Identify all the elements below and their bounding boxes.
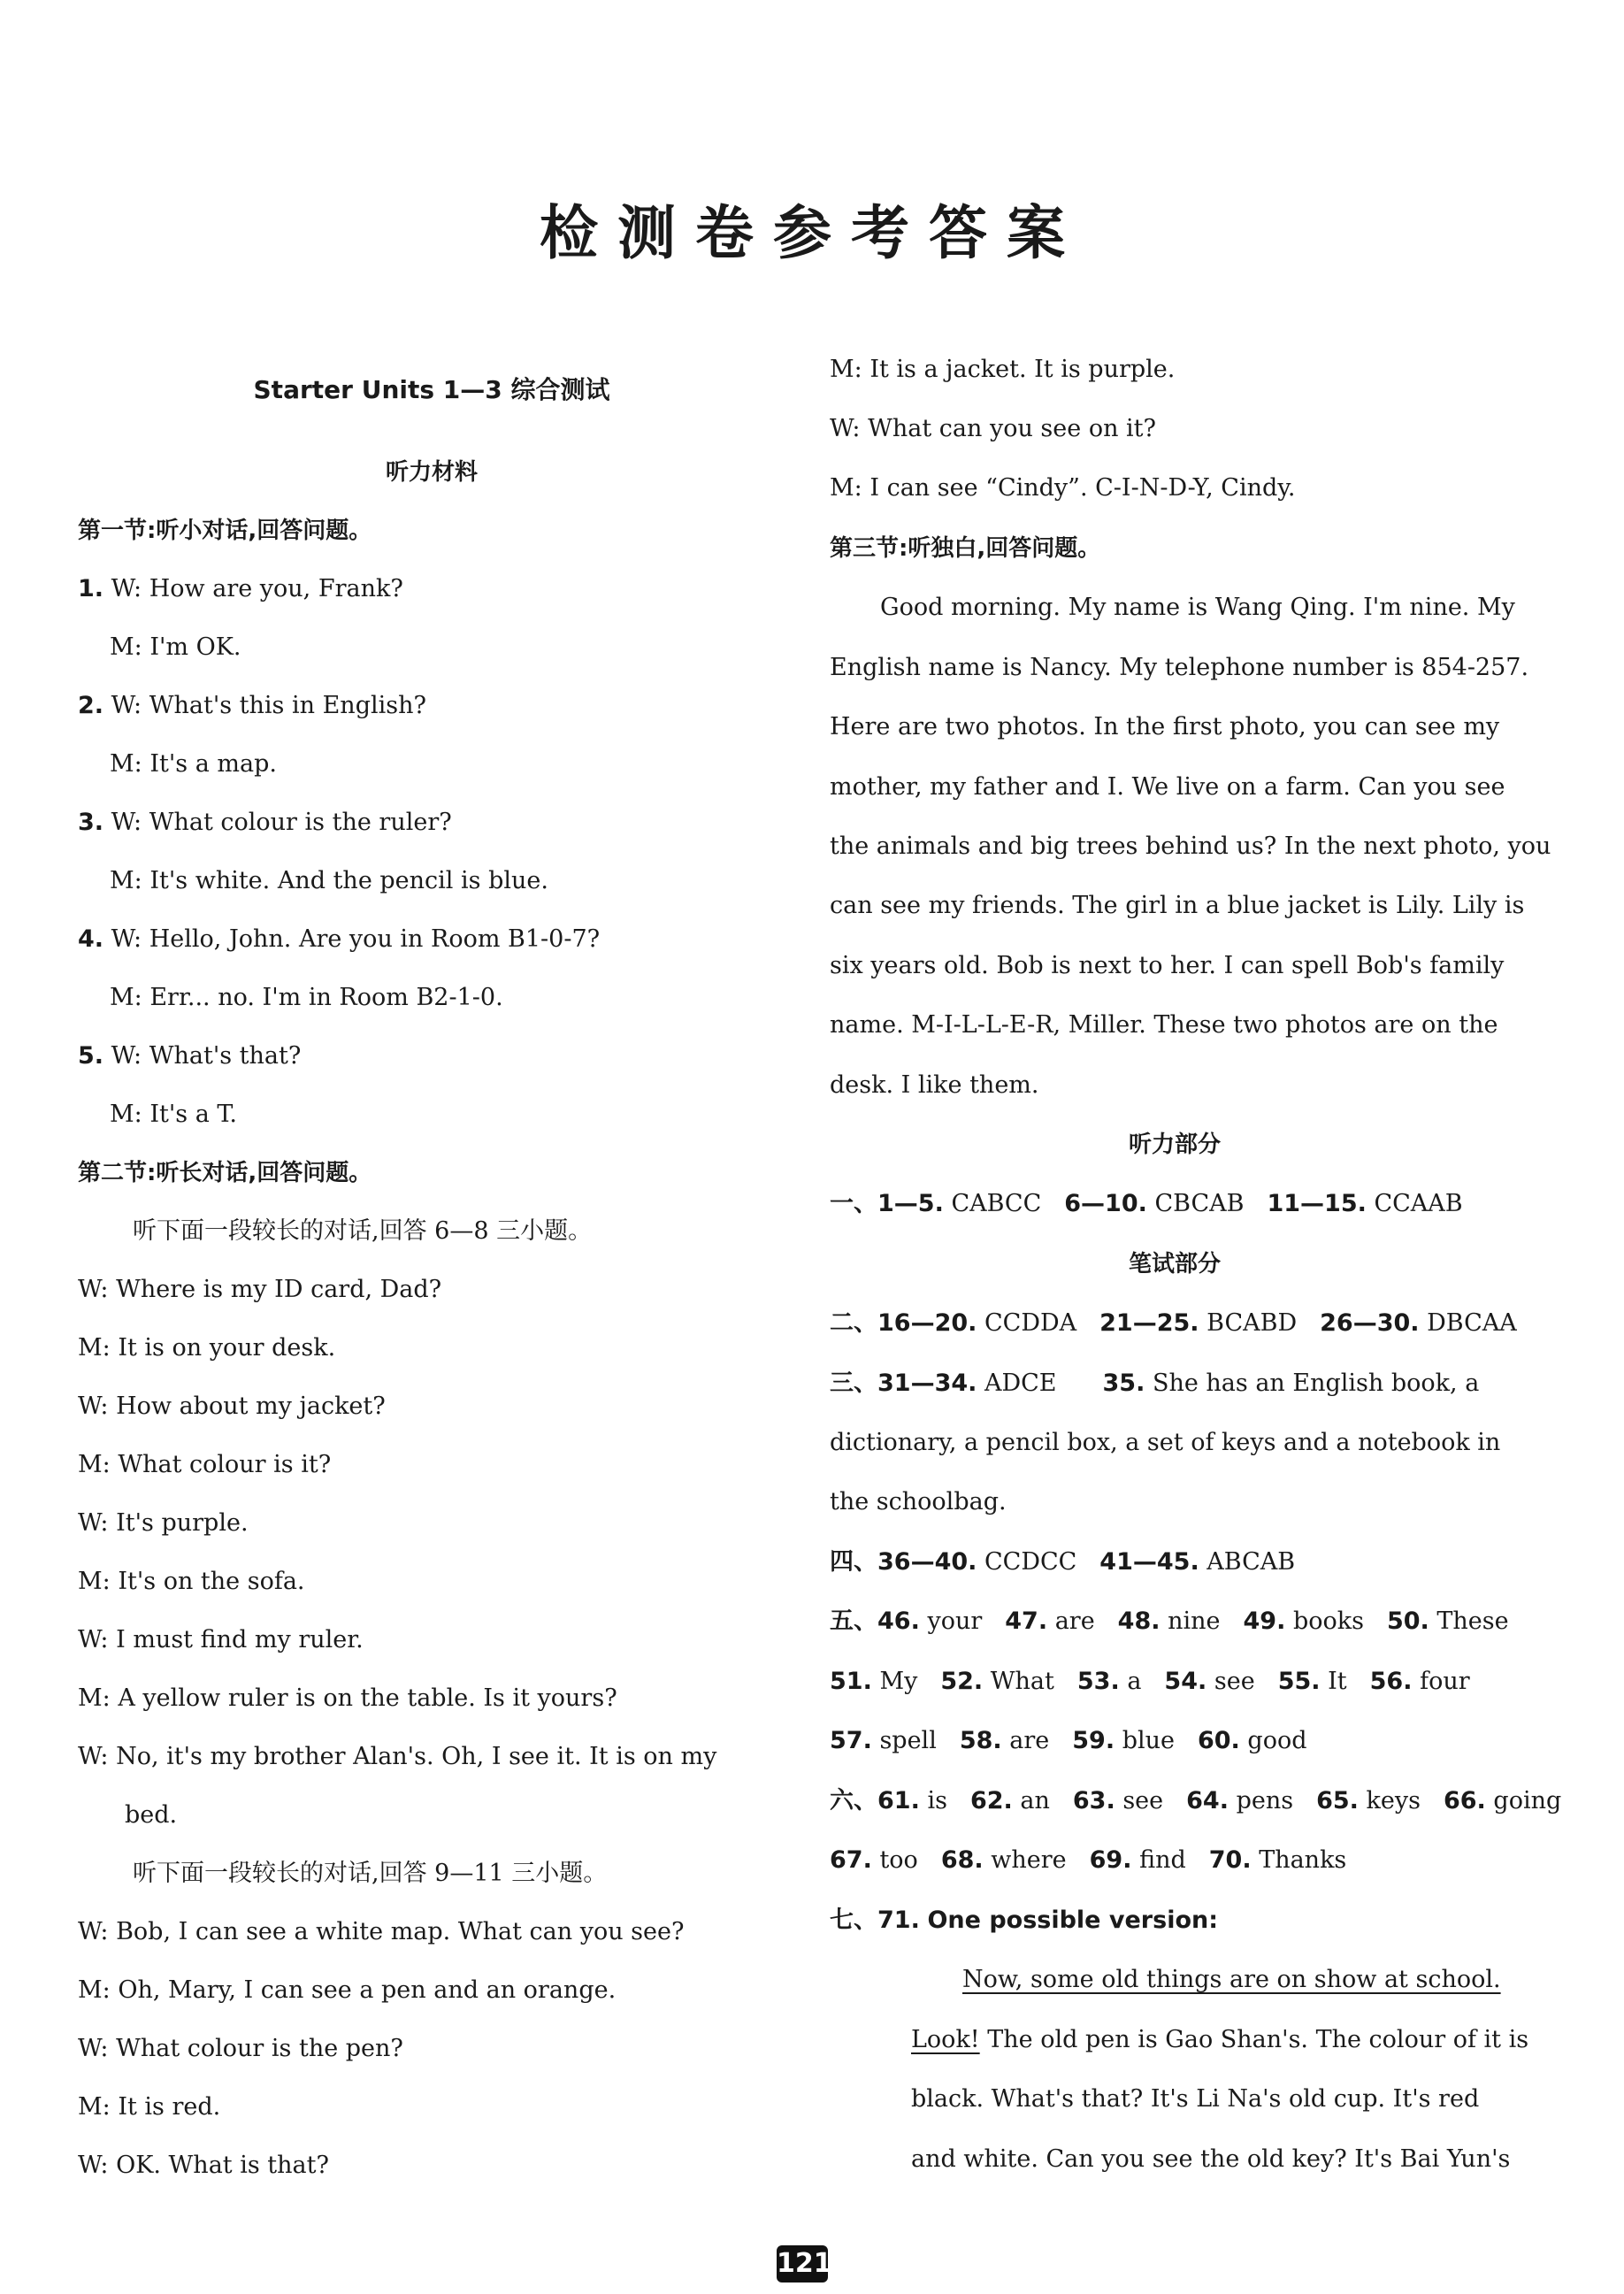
q2-m: M: It's a map. <box>110 750 277 778</box>
written-part-heading: 笔试部分 <box>1128 1251 1221 1277</box>
answers-section-3: 三、31—34. ADCE 35. She has an English book, a <box>830 1369 1480 1397</box>
dialog2-intro: 听下面一段较长的对话,回答 9—11 三小题。 <box>133 1860 608 1887</box>
dialog-line: W: What colour is the pen? <box>78 2035 403 2062</box>
essay-line: Now, some old things are on show at school. <box>962 1966 1501 1993</box>
section-title: Starter Units 1—3 综合测试 <box>253 375 610 404</box>
dialog-line: M: It's on the sofa. <box>78 1568 305 1595</box>
answers-section-4: 四、36—40. CCDCC 41—45. ABCAB <box>830 1548 1296 1576</box>
page-number: 121 <box>777 2245 828 2282</box>
dialog-line: M: Oh, Mary, I can see a pen and an orange. <box>78 1976 617 2004</box>
answers-section-3-line2: dictionary, a pencil box, a set of keys and a notebook in <box>830 1429 1501 1456</box>
monologue-line: six years old. Bob is next to her. I can spell Bob's family <box>830 952 1505 979</box>
dialog-line: W: Where is my ID card, Dad? <box>78 1276 442 1303</box>
q3-w: 3. W: What colour is the ruler? <box>78 809 452 836</box>
listening-material-heading: 听力材料 <box>385 459 478 486</box>
q1-w: 1. W: How are you, Frank? <box>78 575 403 602</box>
dialog-line: W: Bob, I can see a white map. What can you see? <box>78 1918 685 1945</box>
q5-w: 5. W: What's that? <box>78 1042 302 1070</box>
dialog-line: bed. <box>125 1801 178 1829</box>
dialog-line: M: It is a jacket. It is purple. <box>830 356 1176 383</box>
dialog-line: W: It's purple. <box>78 1509 249 1537</box>
dialog-line: M: A yellow ruler is on the table. Is it yours? <box>78 1684 617 1712</box>
part1-heading: 第一节:听小对话,回答问题。 <box>78 518 372 544</box>
dialog-line: M: It is on your desk. <box>78 1334 336 1362</box>
q1-m: M: I'm OK. <box>110 633 241 661</box>
answers-section-6-row1: 六、61. is 62. an 63. see 64. pens 65. keys 66. going <box>830 1787 1562 1814</box>
dialog-line: M: What colour is it? <box>78 1451 332 1478</box>
monologue-line: English name is Nancy. My telephone number is 854-257. <box>830 654 1529 681</box>
dialog-line: M: It is red. <box>78 2093 221 2121</box>
dialog-line: W: What can you see on it? <box>830 415 1157 442</box>
essay-line: and white. Can you see the old key? It's Bai Yun's <box>911 2145 1511 2173</box>
answers-section-5-row3: 57. spell 58. are 59. blue 60. good <box>830 1727 1307 1754</box>
q5-m: M: It's a T. <box>110 1101 238 1128</box>
part3-heading: 第三节:听独白,回答问题。 <box>830 535 1101 562</box>
monologue-line: name. M-I-L-L-E-R, Miller. These two photos are on the <box>830 1011 1498 1039</box>
monologue-line: desk. I like them. <box>830 1071 1039 1099</box>
q4-m: M: Err... no. I'm in Room B2-1-0. <box>110 984 503 1011</box>
q2-w: 2. W: What's this in English? <box>78 692 426 719</box>
essay-line: Look! The old pen is Gao Shan's. The colour of it is <box>911 2026 1529 2053</box>
answers-section-5-row2: 51. My 52. What 53. a 54. see 55. It 56. four <box>830 1668 1470 1695</box>
dialog-line: W: I must find my ruler. <box>78 1626 364 1653</box>
answers-section-7: 七、71. One possible version: <box>830 1907 1219 1934</box>
answers-section-1: 一、1—5. CABCC 6—10. CBCAB 11—15. CCAAB <box>830 1190 1463 1217</box>
dialog-line: M: I can see “Cindy”. C-I-N-D-Y, Cindy. <box>830 474 1296 502</box>
monologue-line: Here are two photos. In the first photo, you can see my <box>830 713 1500 740</box>
page-title: 检测卷参考答案 <box>540 199 1084 267</box>
monologue-line: Good morning. My name is Wang Qing. I'm nine. My <box>880 594 1515 621</box>
part2-heading: 第二节:听长对话,回答问题。 <box>78 1160 372 1186</box>
essay-line: black. What's that? It's Li Na's old cup. It's red <box>911 2085 1480 2113</box>
monologue-line: the animals and big trees behind us? In the next photo, you <box>830 832 1551 860</box>
q4-w: 4. W: Hello, John. Are you in Room B1-0-7? <box>78 925 601 953</box>
answers-section-5-row1: 五、46. your 47. are 48. nine 49. books 50. These <box>830 1607 1509 1635</box>
dialog1-intro: 听下面一段较长的对话,回答 6—8 三小题。 <box>133 1217 593 1245</box>
q3-m: M: It's white. And the pencil is blue. <box>110 867 548 894</box>
dialog-line: W: How about my jacket? <box>78 1393 386 1420</box>
dialog-line: W: No, it's my brother Alan's. Oh, I see it. It is on my <box>78 1743 717 1770</box>
answers-section-2: 二、16—20. CCDDA 21—25. BCABD 26—30. DBCAA <box>830 1309 1517 1337</box>
monologue-line: can see my friends. The girl in a blue jacket is Lily. Lily is <box>830 892 1525 919</box>
listening-part-heading: 听力部分 <box>1128 1132 1221 1158</box>
dialog-line: W: OK. What is that? <box>78 2152 329 2179</box>
answers-section-3-line3: the schoolbag. <box>830 1488 1007 1515</box>
answers-section-6-row2: 67. too 68. where 69. find 70. Thanks <box>830 1846 1347 1874</box>
monologue-line: mother, my father and I. We live on a farm. Can you see <box>830 773 1505 801</box>
